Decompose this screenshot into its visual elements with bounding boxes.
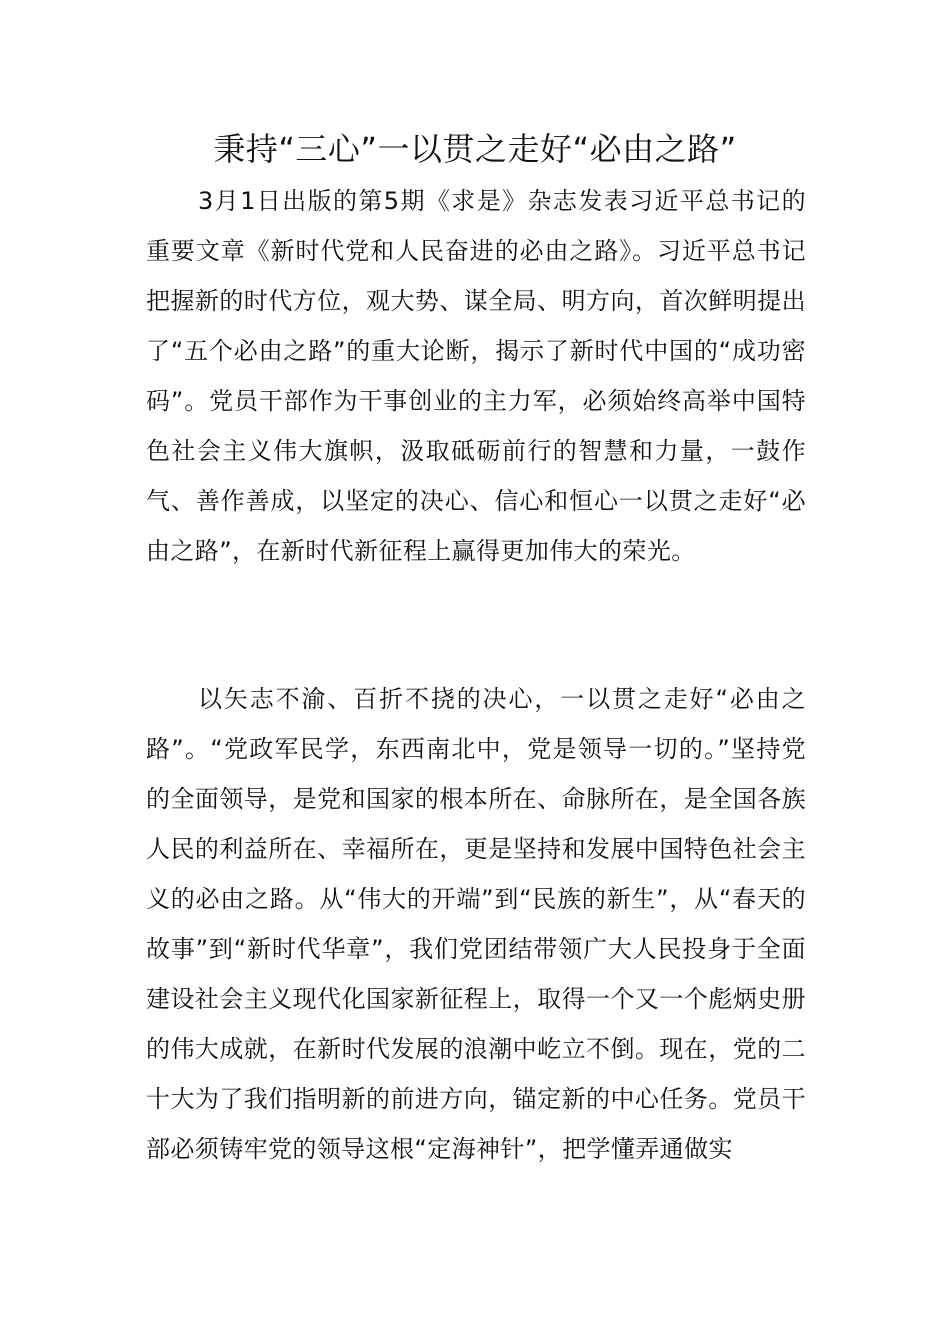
paragraph-determination: 以矢志不渝、百折不挠的决心，一以贯之走好“必由之路”。“党政军民学，东西南北中，党是领导一切的。”坚持党的全面领导，是党和国家的根本所在、命脉所在，是全国各族人民的利益所在、幸福所在，更是坚持和发展中国特色社会主义的必由之路。从“伟大的开端”到“民族的新生”，从“春天的故事”到“新时代华章”，我们党团结带领广大人民投身于全面建设社会主义现代化国家新征程上，取得一个又一个彪炳史册的伟大成就，在新时代发展的浪潮中屹立不倒。现在，党的二十大为了我们指明新的前进方向，锚定新的中心任务。党员干部必须铸牢党的领导这根“定海神针”，把学懂弄通做实 xyxy=(146,685,806,1163)
paragraph-intro: 3月1日出版的第5期《求是》杂志发表习近平总书记的重要文章《新时代党和人民奋进的必由之路》。习近平总书记把握新的时代方位，观大势、谋全局、明方向，首次鲜明提出了“五个必由之路”的重大论断，揭示了新时代中国的“成功密码”。党员干部作为干事创业的主力军，必须始终高举中国特色社会主义伟大旗帜，汲取砥砺前行的智慧和力量，一鼓作气、善作善成，以坚定的决心、信心和恒心一以贯之走好“必由之路”，在新时代新征程上赢得更加伟大的荣光。 xyxy=(146,187,806,565)
document-title: 秉持“三心”一以贯之走好“必由之路” xyxy=(213,130,737,168)
